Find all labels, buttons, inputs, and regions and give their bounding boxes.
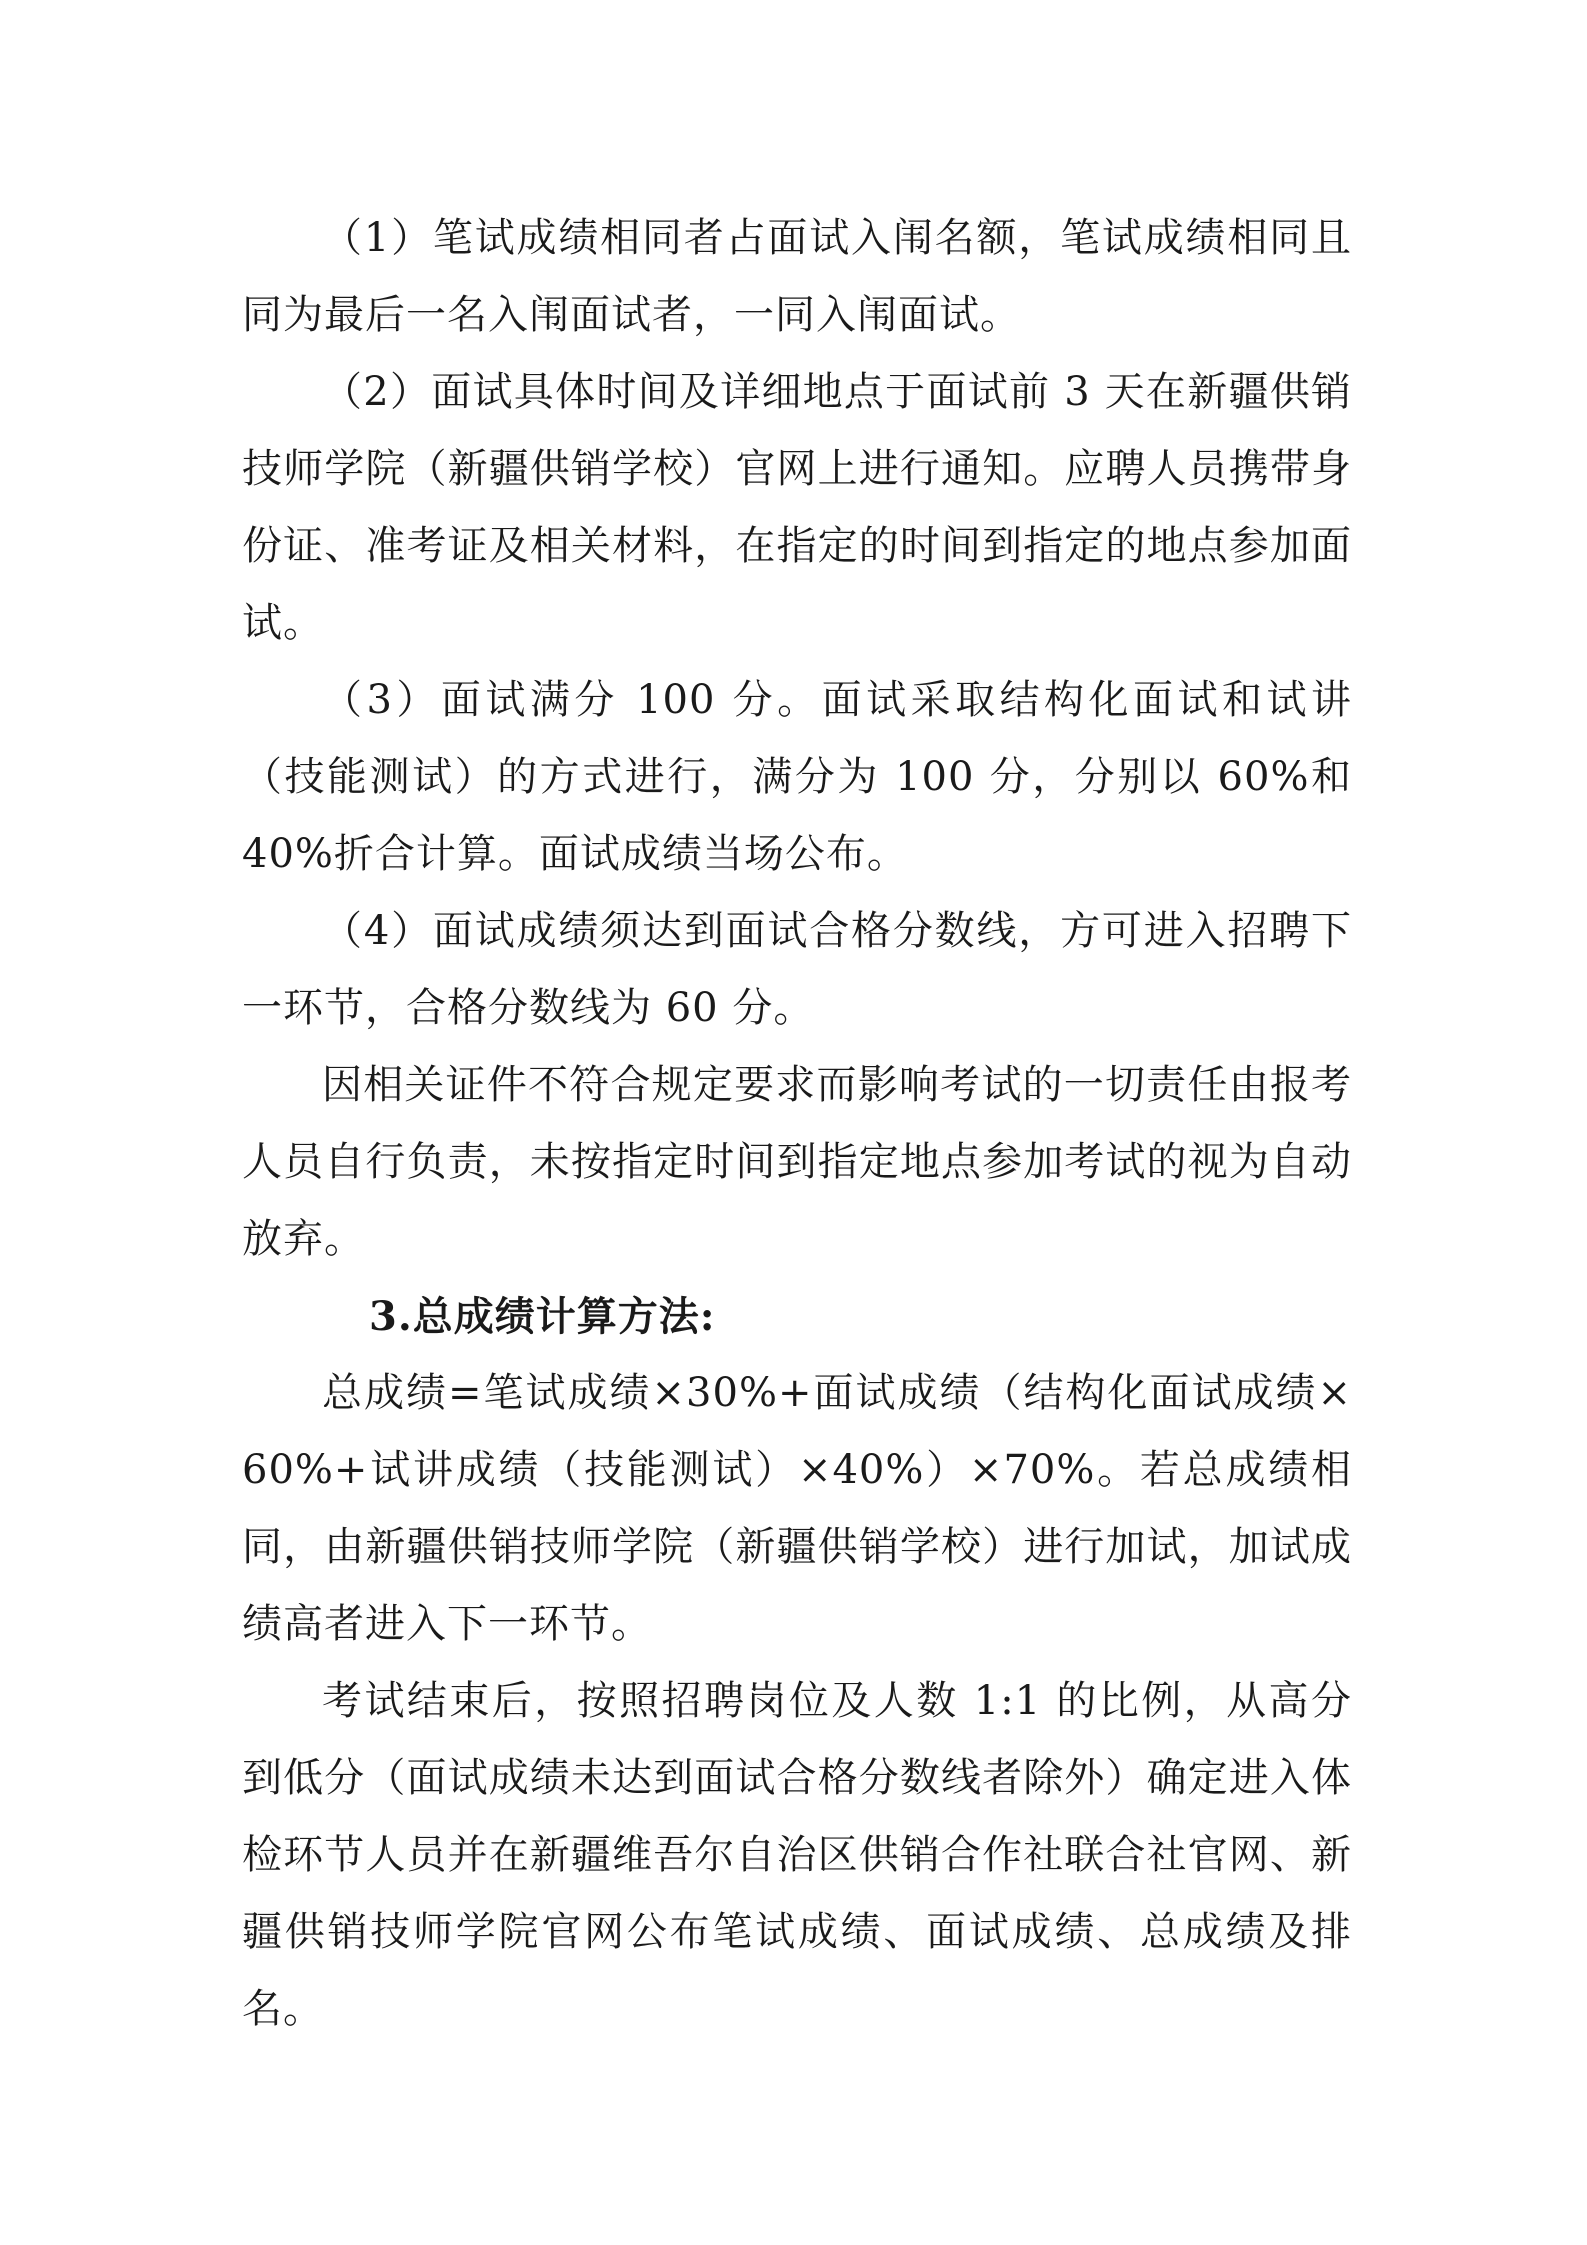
paragraph-interview-rule-3: （3）面试满分 100 分。面试采取结构化面试和试讲（技能测试）的方式进行，满分为 100 分，分别以 60%和 40%折合计算。面试成绩当场公布。: [242, 677, 1352, 877]
paragraph-interview-rule-2: （2）面试具体时间及详细地点于面试前 3 天在新疆供销技师学院（新疆供销学校）官网上进行通知。应聘人员携带身份证、准考证及相关材料，在指定的时间到指定的地点参加面试。: [242, 369, 1352, 646]
paragraph-total-score-formula: 总成绩=笔试成绩×30%+面试成绩（结构化面试成绩×60%+试讲成绩（技能测试）×40%）×70%。若总成绩相同，由新疆供销技师学院（新疆供销学校）进行加试，加试成绩高者进入下一环节。: [242, 1370, 1352, 1647]
paragraph-interview-rule-1: （1）笔试成绩相同者占面试入闱名额，笔试成绩相同且同为最后一名入闱面试者，一同入闱面试。: [242, 215, 1352, 338]
document-body: [242, 200, 1352, 2048]
paragraph-interview-rule-4: （4）面试成绩须达到面试合格分数线，方可进入招聘下一环节，合格分数线为 60 分。: [242, 908, 1352, 1031]
paragraph-results-publication: 考试结束后，按照招聘岗位及人数 1:1 的比例，从高分到低分（面试成绩未达到面试合格分数线者除外）确定进入体检环节人员并在新疆维吾尔自治区供销合作社联合社官网、新疆供销技师学院官网公布笔试成绩、面试成绩、总成绩及排名。: [242, 1678, 1352, 2032]
section-heading-total-score: 3.总成绩计算方法:: [369, 1293, 716, 1340]
paragraph-responsibility: 因相关证件不符合规定要求而影响考试的一切责任由报考人员自行负责，未按指定时间到指定地点参加考试的视为自动放弃。: [242, 1062, 1352, 1262]
